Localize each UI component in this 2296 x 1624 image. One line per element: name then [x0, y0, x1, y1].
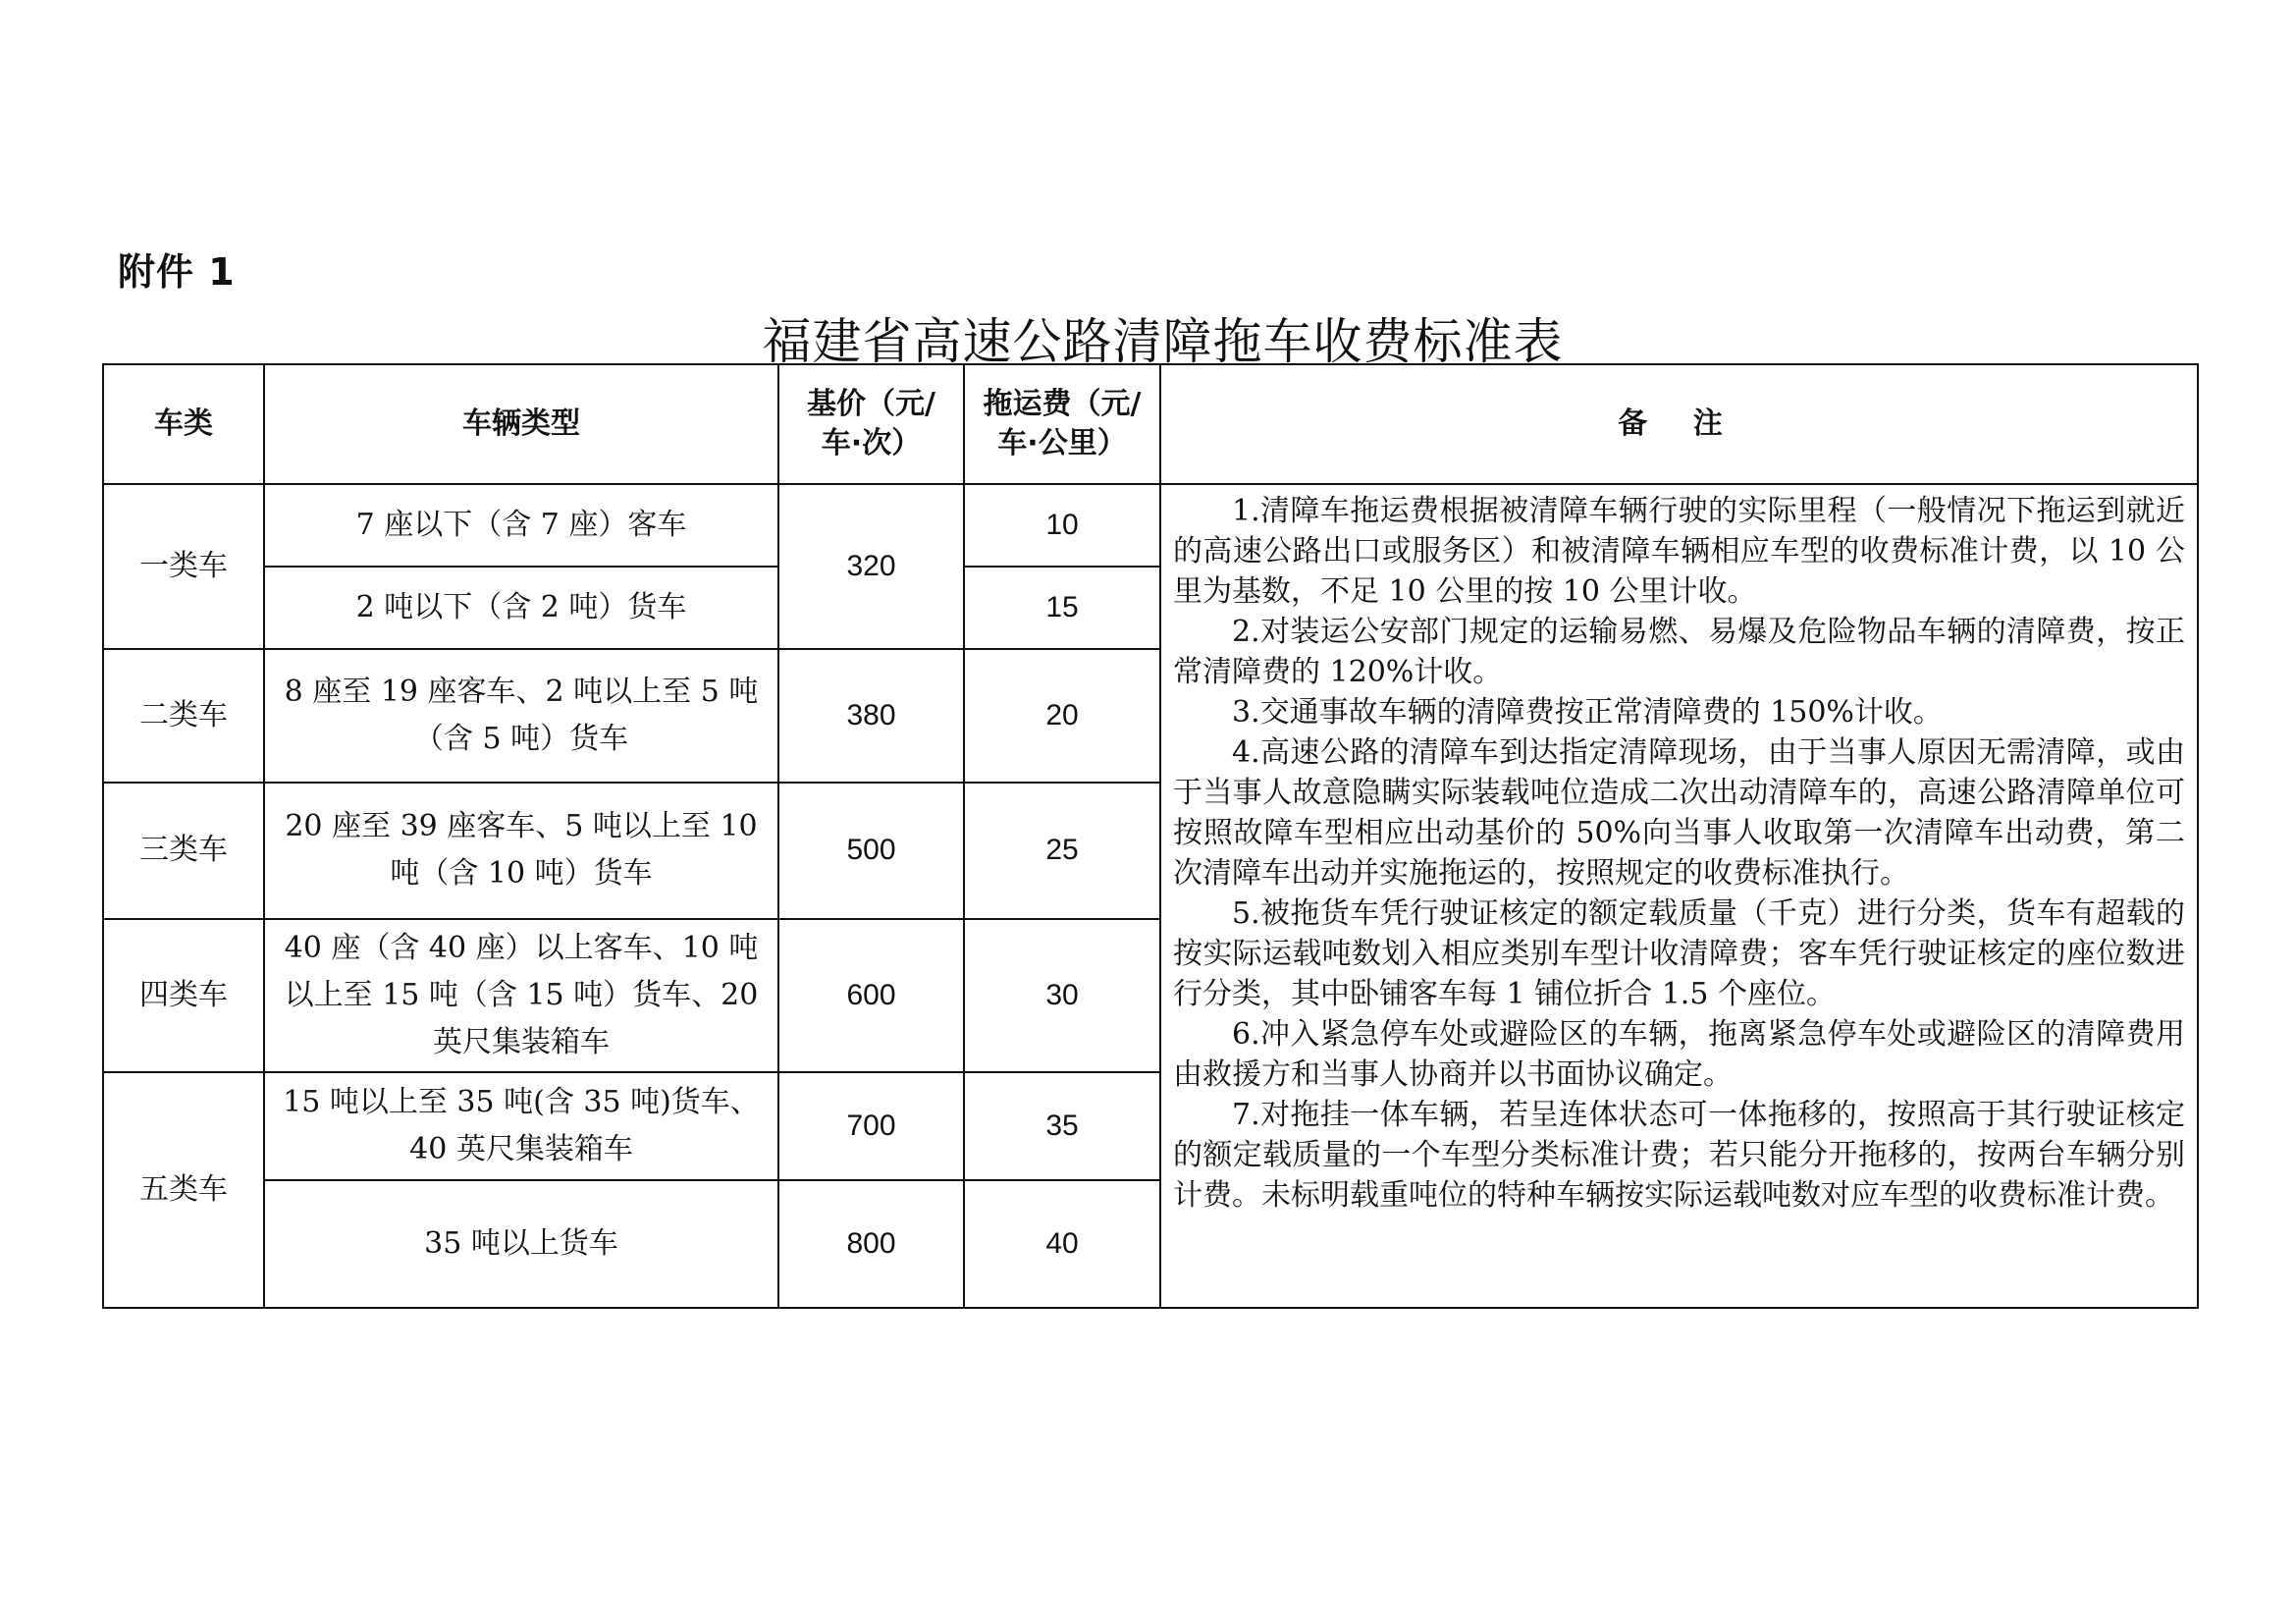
class-cell: 一类车 — [103, 484, 264, 649]
base-price-cell: 700 — [778, 1072, 964, 1180]
class-cell: 二类车 — [103, 649, 264, 783]
base-price-cell: 380 — [778, 649, 964, 783]
tow-fee-cell: 15 — [964, 567, 1160, 649]
table-header-row — [103, 364, 2198, 484]
attachment-label: 附件 1 — [118, 250, 236, 294]
note-item: 4.高速公路的清障车到达指定清障现场，由于当事人原因无需清障，或由于当事人故意隐瞒实际装载吨位造成二次出动清障车的，高速公路清障单位可按照故障车型相应出动基价的 50%向当事人收取第一次清障车出动费，第二次清障车出动并实施拖运的，按照规定的收费标准执行。 — [1173, 735, 2185, 891]
vehicle-type-cell: 35 吨以上货车 — [264, 1180, 778, 1308]
base-price-cell: 600 — [778, 919, 964, 1072]
tow-fee-cell: 10 — [964, 484, 1160, 567]
note-item: 6.冲入紧急停车处或避险区的车辆，拖离紧急停车处或避险区的清障费用由救援方和当事人协商并以书面协议确定。 — [1173, 1017, 2185, 1092]
page-title: 福建省高速公路清障拖车收费标准表 — [762, 313, 1564, 370]
note-item: 3.交通事故车辆的清障费按正常清障费的 150%计收。 — [1232, 695, 1943, 730]
tow-fee-cell: 30 — [964, 919, 1160, 1072]
tow-fee-cell: 25 — [964, 783, 1160, 918]
header-class: 车类 — [103, 364, 264, 484]
notes-cell — [1160, 484, 2198, 1308]
header-tow-fee — [964, 364, 1160, 484]
vehicle-type-cell: 2 吨以下（含 2 吨）货车 — [264, 567, 778, 649]
class-cell: 四类车 — [103, 919, 264, 1072]
fee-standard-table — [102, 363, 2199, 1309]
vehicle-type-cell: 20 座至 39 座客车、5 吨以上至 10 吨（含 10 吨）货车 — [264, 783, 778, 918]
base-price-cell: 320 — [778, 484, 964, 649]
tow-fee-cell: 40 — [964, 1180, 1160, 1308]
vehicle-type-cell: 40 座（含 40 座）以上客车、10 吨以上至 15 吨（含 15 吨）货车、20 英尺集装箱车 — [264, 919, 778, 1072]
header-base-price-line1: 基价（元/ — [807, 387, 935, 421]
note-item: 5.被拖货车凭行驶证核定的额定载质量（千克）进行分类，货车有超载的按实际运载吨数划入相应类别车型计收清障费；客车凭行驶证核定的座位数进行分类，其中卧铺客车每 1 铺位折合 1.5 个座位。 — [1173, 896, 2185, 1011]
note-item: 2.对装运公安部门规定的运输易燃、易爆及危险物品车辆的清障费，按正常清障费的 120%计收。 — [1173, 615, 2185, 689]
vehicle-type-cell: 7 座以下（含 7 座）客车 — [264, 484, 778, 567]
header-base-price — [778, 364, 964, 484]
base-price-cell: 800 — [778, 1180, 964, 1308]
vehicle-type-cell: 15 吨以上至 35 吨(含 35 吨)货车、40 英尺集装箱车 — [264, 1072, 778, 1180]
header-tow-fee-line1: 拖运费（元/ — [983, 387, 1142, 421]
header-vehicle-type: 车辆类型 — [264, 364, 778, 484]
tow-fee-cell: 35 — [964, 1072, 1160, 1180]
note-item: 7.对拖挂一体车辆，若呈连体状态可一体拖移的，按照高于其行驶证核定的额定载质量的一个车型分类标准计费；若只能分开拖移的，按两台车辆分别计费。未标明载重吨位的特种车辆按实际运载吨数对应车型的收费标准计费。 — [1173, 1098, 2185, 1213]
header-tow-fee-line2: 车·公里） — [997, 426, 1127, 460]
header-base-price-line2: 车·次） — [821, 426, 922, 460]
note-item: 1.清障车拖运费根据被清障车辆行驶的实际里程（一般情况下拖运到就近的高速公路出口或服务区）和被清障车辆相应车型的收费标准计费，以 10 公里为基数，不足 10 公里的按 10 公里计收。 — [1173, 494, 2185, 609]
vehicle-type-cell: 8 座至 19 座客车、2 吨以上至 5 吨（含 5 吨）货车 — [264, 649, 778, 783]
class-cell: 三类车 — [103, 783, 264, 918]
tow-fee-cell: 20 — [964, 649, 1160, 783]
class-cell: 五类车 — [103, 1072, 264, 1308]
table-row — [103, 484, 2198, 567]
base-price-cell: 500 — [778, 783, 964, 918]
header-notes: 备 注 — [1160, 364, 2198, 484]
